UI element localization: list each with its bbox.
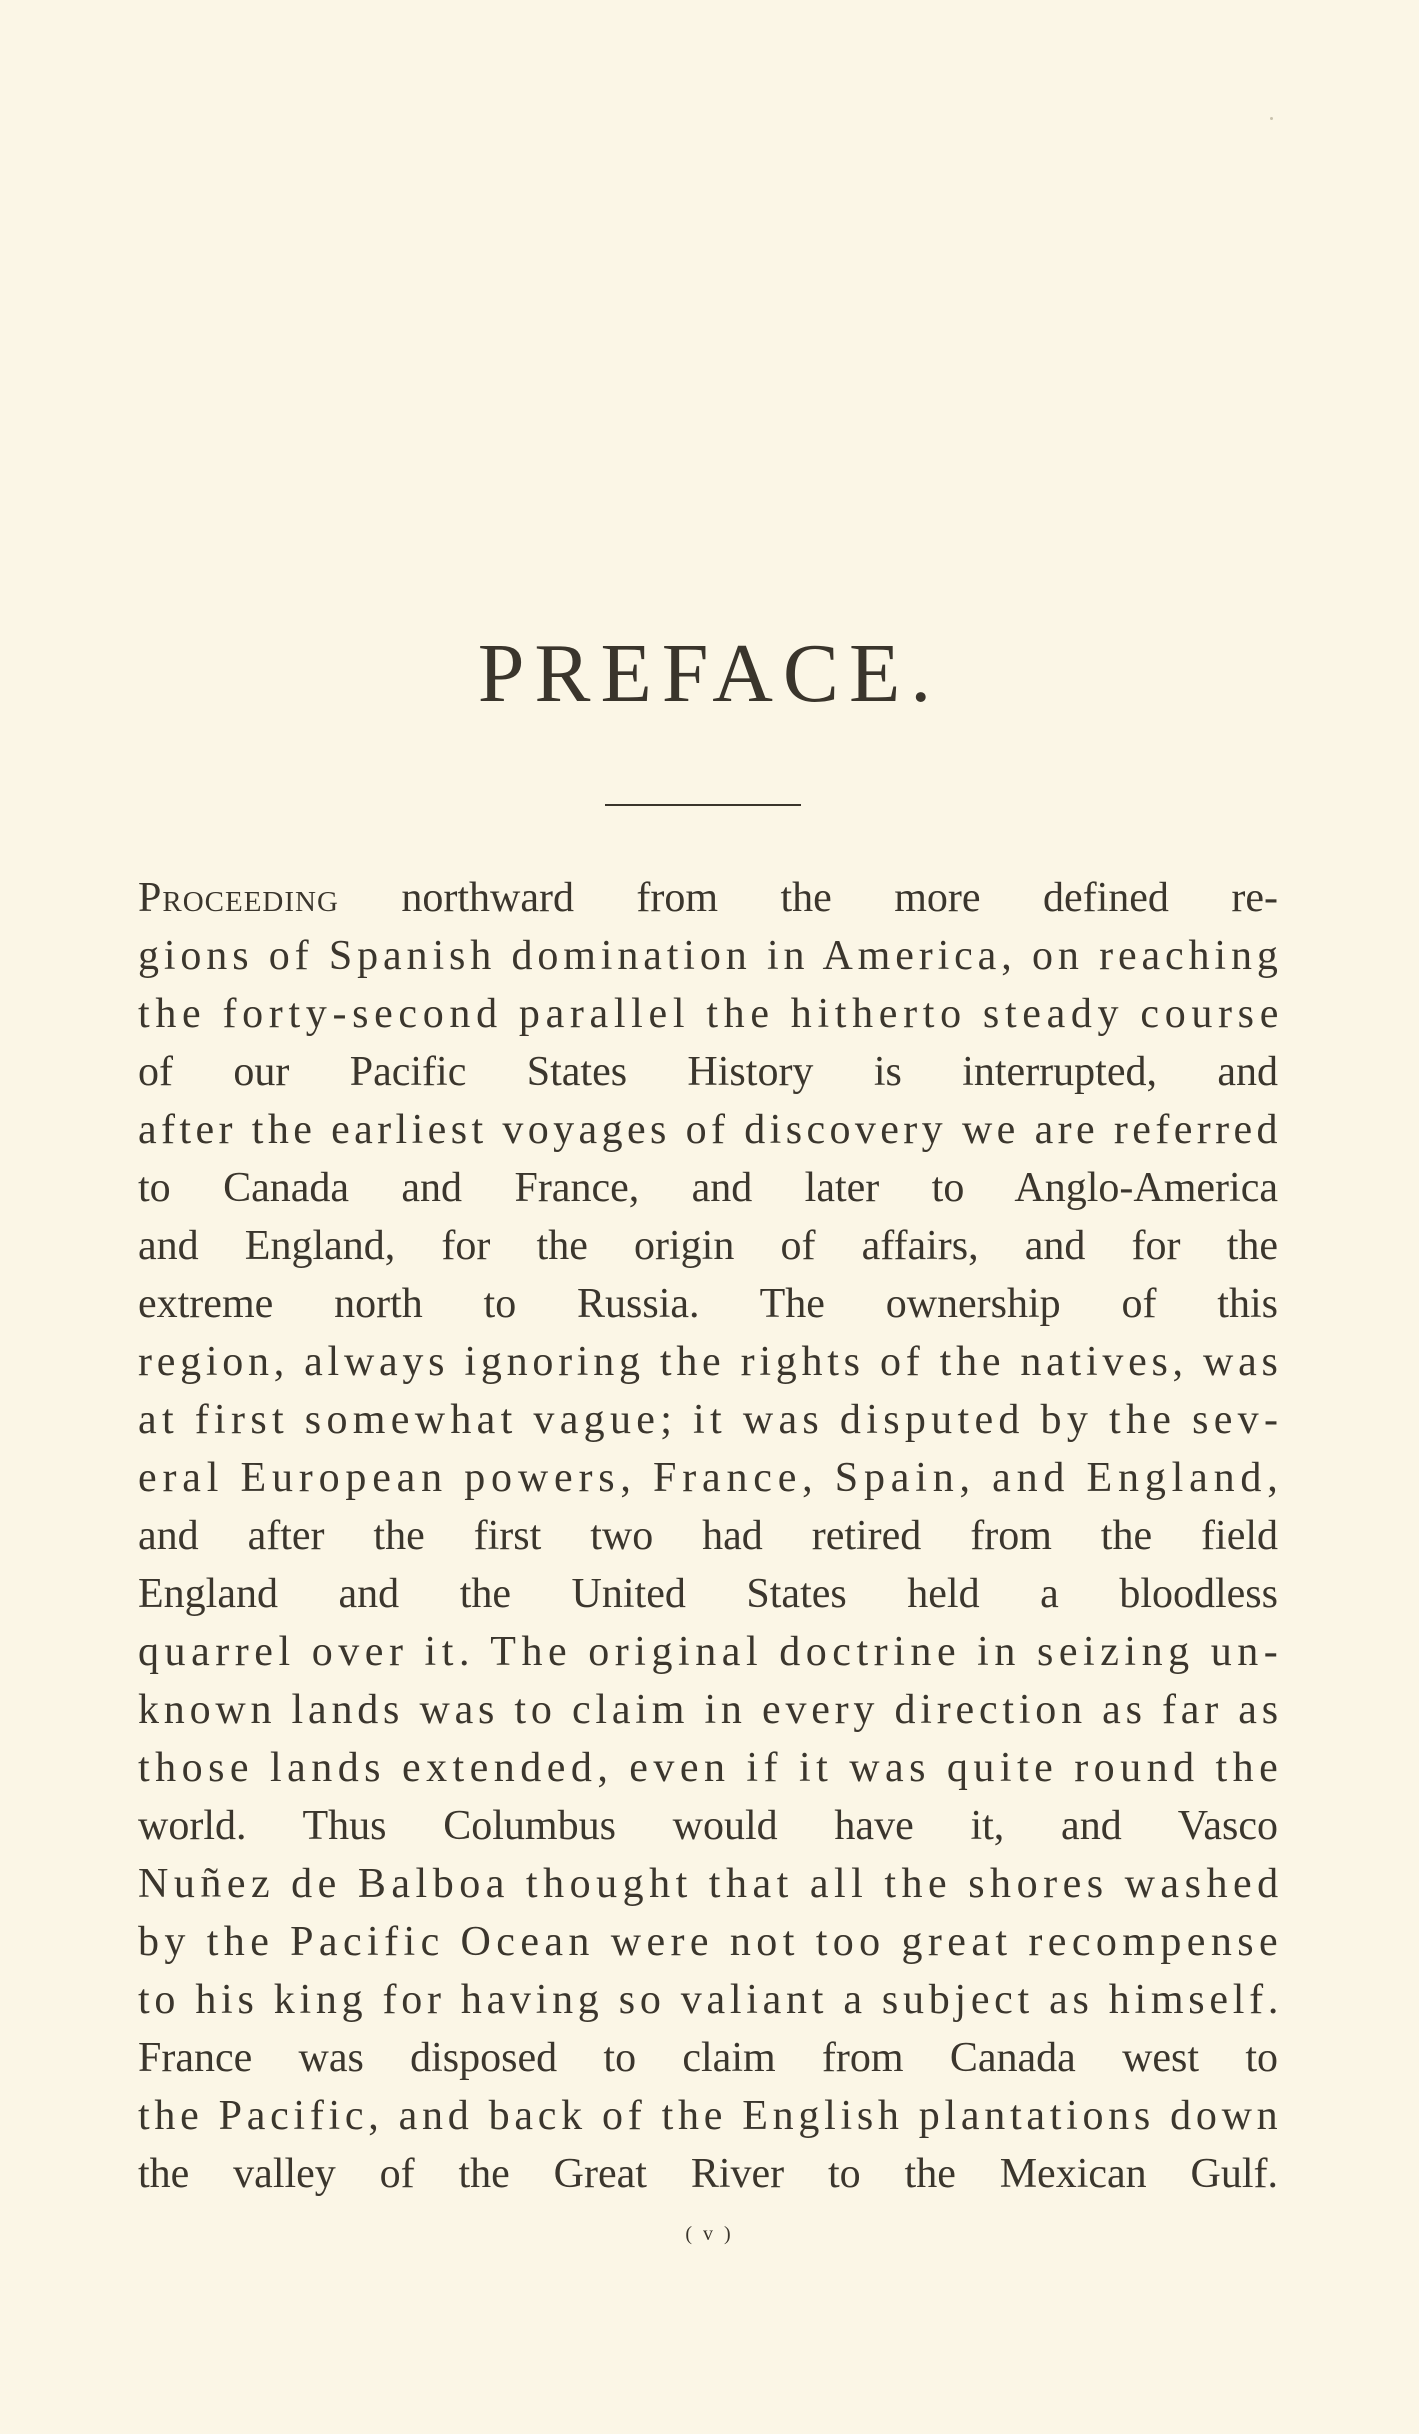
lead-word: Proceeding	[138, 875, 339, 921]
preface-paragraph	[138, 869, 1285, 2203]
text-line: England and the United States held a bloodless	[138, 1571, 1278, 1617]
paper-speck	[1270, 117, 1273, 120]
text-line: at first somewhat vague; it was disputed by the sev-	[138, 1397, 1284, 1443]
text-line: Nuñez de Balboa thought that all the shores washed	[138, 1861, 1284, 1907]
text-line: the Pacific, and back of the English plantations down	[138, 2093, 1283, 2139]
text-line: by the Pacific Ocean were not too great recompense	[138, 1919, 1284, 1965]
text-line: extreme north to Russia. The ownership of this	[138, 1281, 1278, 1327]
text-line: and after the first two had retired from the field	[138, 1513, 1278, 1559]
text-line: eral European powers, France, Spain, and England,	[138, 1455, 1284, 1501]
text-line: region, always ignoring the rights of the natives, was	[138, 1339, 1283, 1385]
text-line: after the earliest voyages of discovery we are referred	[138, 1107, 1282, 1153]
title-rule	[605, 804, 801, 806]
text-line-rest: northward from the more defined re-	[338, 875, 1278, 921]
text-line	[138, 869, 1278, 927]
text-line: to Canada and France, and later to Anglo-America	[138, 1165, 1278, 1211]
text-line: France was disposed to claim from Canada west to	[138, 2035, 1278, 2081]
text-line: the forty-second parallel the hitherto steady course	[138, 991, 1285, 1037]
text-line: the valley of the Great River to the Mexican Gulf.	[138, 2151, 1278, 2197]
text-line: gions of Spanish domination in America, on reaching	[138, 933, 1283, 979]
text-line: to his king for having so valiant a subject as himself.	[138, 1977, 1284, 2023]
text-line: world. Thus Columbus would have it, and Vasco	[138, 1803, 1278, 1849]
text-line: quarrel over it. The original doctrine in seizing un-	[138, 1629, 1284, 1675]
page-title: PREFACE.	[477, 627, 942, 720]
text-line: and England, for the origin of affairs, and for the	[138, 1223, 1278, 1269]
text-line: of our Pacific States History is interrupted, and	[138, 1049, 1278, 1095]
text-line: those lands extended, even if it was quite round the	[138, 1745, 1284, 1791]
page-number: ( v )	[685, 2223, 734, 2245]
text-line: known lands was to claim in every direction as far as	[138, 1687, 1283, 1733]
